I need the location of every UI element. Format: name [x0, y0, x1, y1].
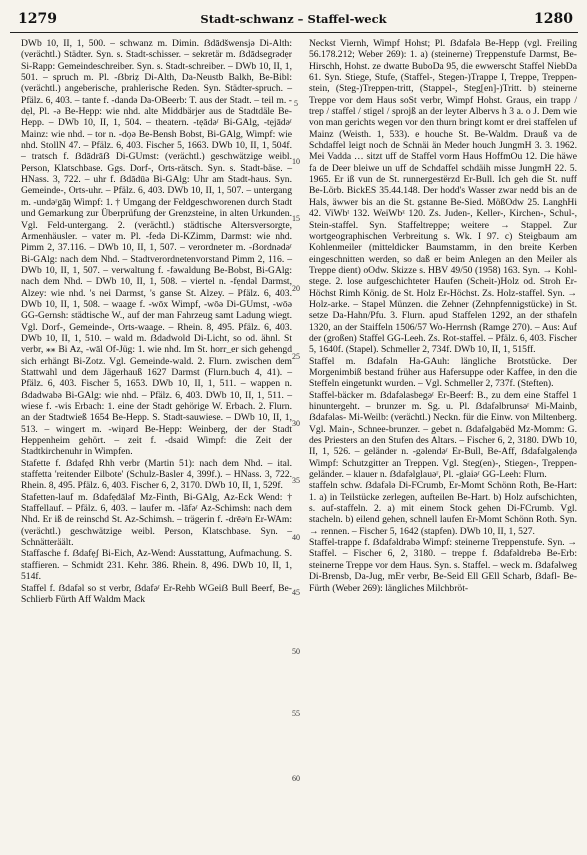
entry-staffel-m: Staffel m. ẞdafəln Ha-GAuh: längliche Brotstücke. Der Morgenimbiß bestand früher aus Hafersuppe oder Kaffee, in den die Steffeln eingetunkt wurden. – Vgl. Schmeller 2, 737f. (Steften).: [309, 355, 577, 390]
line-number: 30: [292, 419, 300, 428]
entry-staffel-start: Staffel f. ẞdafəl so st verbr, ẞdafəʳ Er-Rehb WGeiẞ Bull Beerf, Be-Schlierb Fürth Aff Waldm Mack: [21, 582, 292, 605]
line-number: 50: [292, 647, 300, 656]
line-number: 10: [292, 157, 300, 166]
entry-stadt-compounds: DWb 10, II, 1, 500. – schwanz m. Dimin. ẞdādšwensjə Di-Alth: (verächtl.) Städter. Syn. s. Stadt-schisser. – sekretär m. ẞdādsegrədẹr Si-Rapp: Gemeindeschreiber. Syn. s. Stadt-schreiber. – DWb 10, II, 1, 501. – spruch m. Pl. -ẞbriẓ Di-Alth, Da-Neustb Balkh, Be-Bibl: (verächtl.) angeberische, prahlerische Reden. Syn. Städter-spruch. – Pfälz. 6, 403. – tante f. -dandə Da-OBeerb: T. aus der Stadt. – teil m. -dẹl, Pl. -ə Be-Hepp: wie nhd. alte Middbärjer aus de Stadtdäle Be-Hepp. – DWb 10, II, 1, 504. – theatern. -tẹādəʳ Bi-GAlg, -tẹjādəʳ Mainz: wie nhd. – tor n. -dọə Be-Bensh Bobst, Bi-GAlg, Wimpf: wie nhd. StollN 47. – Pfälz. 6, 403. Fischer 5, 1663. DWb 10, II, 1, 504f. – tratsch f. ẞdādrāẞ Di-GUmst: (verächtl.) geschwätzige weibl. Person, Klatschbase. Ggs. Dorf-, Orts-rätsch. Syn. s. Stadt-bäse. – HNass. 3, 722. – uhr f. ẞdādūə Bi-GAlg: Uhr am Stadt-haus. Syn. Gemeinde-, Orts-uhr. – Pfälz. 6, 403. DWb 10, II, 1, 507. – untergang m. -undəʳgāŋ Wimpf: 1. † Umgang der Feldgeschworenen durch Stadt und Gemarkung zur Überprüfung der Grenzsteine, in alten Urkunden. Vgl. Feld-untergang. 2. (verächtl.) städtische Altersversorgte, Armenhäusler. – vater m. Pl. -fedə Di-KZimm, Darmst: wie nhd. Pimm 2, 37.116. – DWb 10, II, 1, 507. – verordneter m. -ẞordnədəʳ Bi-GAlg: nach dem Nhd. – Stadtverordnetenvorstand Pimm 2, 116. – DWb 10, II, 1, 507. – verwaltung f. -fəwaldung Be-Bobst, Bi-GAlg: nach dem Nhd. – DWb 10, II, 1, 508. – viertel n. -fẹndəl Darmst, Alzey: wie nhd. 's nei Darmst, 's ganse St. Alzey. – Pfälz. 6, 403. DWb 10, II, 1, 508. – waage f. -wōx Wimpf, -wōə Di-GUmst, -wōə GG-Gernsh: städtische W., auf der man Fahrzeug samt Ladung wiegt. Vgl. Dorf-, Gemeinde-, Orts-waage. – Rhein. 8, 495. Pfälz. 6, 403. DWb 10, II, 1, 510. – wald m. ẞdadwold Di-Licht, so od. ähnl. St verbr, ⁎⁎ Bi Az, -wāl Of-Jüg: 1. wie nhd. Im St. horr_er sich gehengd sich erhängt Bi-Zotz. Vgl. Gemeinde-wald. 2. Flurn. zwischen dem Stattwahl und dem Jägerhauß 1627 Darmst (Flurn.buch 4, 41). – Pfälz. 6, 403. Fischer 5, 1653. DWb 10, II, 1, 511. – wappen n. ẞdadwabə Bi-GAlg: wie nhd. – Pfälz. 6, 403. DWb 10, II, 1, 511. – wiese f. -wis Erbach: 1. eine der Stadt gehörige W. Erbach. 2. Flurn. an der Stadtwieß 1654 Be-Hepp. S. Stadt-sauwiese. – DWb 10, II, 1, 513. – wingert m. -wiŋərd Be-Hepp: Weinberg, der der Stadt Heppenheim gehört. – zeit f. -dsaid Wimpf: die Zeit der Stadtkirchenuhr in Wimpfen.: [21, 38, 292, 458]
entry-stafetten-lauf: Stafetten-lauf m. ẞdafẹdāləf Mz-Finth, Bi-GAlg, Az-Eck Wend: † Staffellauf. – Pfälz. 6, 403. – laufer m. -lāfəʳ Az-Schimsh: nach dem Nhd. Er iß de reinschd St. Az-Schimsh. – trägerin f. -drēəʳn Er-WAm: (verächtl.) geschwätzige weibl. Person, Klatschbase. Syn. – Schnätteräält.: [21, 491, 292, 549]
running-title: Stadt-schwanz – Staffel-weck: [200, 12, 387, 26]
line-number: 55: [292, 709, 300, 718]
right-page-number: 1280: [534, 11, 573, 27]
left-column: [21, 38, 292, 605]
entry-staffel-baecker: Staffel-bäcker m. ẞdafəlasbegəʳ Er-Beerf: B., zu dem eine Staffel 1 hinuntergeht. – brunzer m. Sg. u. Pl. ẞdafəlbrunsəʳ Mi-Mainb, ẞdafələs- Mi-Weilb: (verächtl.) Neckn. für die Einw. von Miltenberg. Vgl. Main-, Schnee-brunzer. – gebet n. ẞdafəlgəbëd Mz-Momm: G. des Priesters an den Stufen des Altars. – Fischer 6, 2, 3180. DWb 10, II, 1, 526. – geländer n. -gəlendəʳ Er-Bull, Be-Aff, ẞdafəlgəlenḍə Wimpf: Schutzgitter an Treppen. Vgl. Steg(en)-, Stiegen-, Treppen-geländer. – klauer n. ẞdafəlglauəʳ, Pl. -glaiəʳ GG-Leeh: Flurn.: [309, 389, 577, 481]
line-number: 60: [292, 774, 300, 783]
running-header: [0, 8, 587, 30]
entry-staffeln: staffeln schw. ẞdafələ Di-FCrumb, Er-Momt Schönn Roth, Be-Hart: 1. a) in Teilstücke zerlegen, aufteilen Be-Hart. b) Holz aufschichten, s. auf-staffeln. 2. a) mit einem Stock gehen Di-FCrumb. Vgl. stacheln. b) eilend gehen, schnell laufen Er-Momt Schönn Roth. Syn. → rennen. – Fischer 5, 1642 (stapfen). DWb 10, II, 1, 527.: [309, 480, 577, 537]
line-number: 45: [292, 588, 300, 597]
line-number: 15: [292, 214, 300, 223]
line-number: 35: [292, 476, 300, 485]
line-number: 40: [292, 533, 300, 542]
line-number: 5: [294, 99, 298, 108]
entry-staffasche: Staffasche f. ẞdafẹʃ Bi-Eich, Az-Wend: Ausstattung, Aufmachung. S. staffieren. – Schmidt 231. Kehr. 386. Rhein. 8, 496. DWb 10, II, 1, 514f.: [21, 548, 292, 583]
header-rule: [10, 32, 578, 33]
entry-staffel-trappe: Staffel-trappe f. ẞdafəldrabə Wimpf: steinerne Treppenstufe. Syn. → Staffel. – Fischer 6, 2, 3180. – treppe f. ẞdafəldrebə Be-Erb: steinerne Treppe vor dem Haus. Syn. s. Staffel. – weck m. ẞdafəlweg Di-Brensb, Da-Jug, mEr verbr, Be-Seid Ell GEll Scharb, ẞdafl- Be-Fürth (Weber 269): längliches Milchbröt-: [309, 537, 577, 594]
right-column: [309, 38, 577, 594]
line-number: 20: [292, 284, 300, 293]
line-number: 25: [292, 352, 300, 361]
left-page-number: 1279: [18, 11, 57, 27]
entry-staffel-f: Neckst Viernh, Wimpf Hohst; Pl. ẞdafələ Be-Hepp (vgl. Freiling 56.178.212; Weber 269): 1. a) (steinerne) Treppenstufe Darmst, Be-Hirschh, Hohst. ze dwatte BuboDa 95, die ewwerscht Staffel NiebDa 61. Syn. Stiege, Stufe, (Staffel-, Stegen-)Trappe I, Treppe, Treppen-stein, (Steg-)Treppen-tritt, (Stappel-, Steg[en]-)Tritt. b) steinerne Treppe vor dem Haus soSt verbr, Wimpf Hohst. Graus, ein trapp / trep / staffel / stigel / sprojß an der leyter Albervs h 3 a. o J. Dem wie von man gerichts wegen vor den thurn bringt komt er drei staffelen uf Mainz (Weisth. 1, 533). e houche St. Be-Waldm. Drauß va de Schdaffel leigt noch de Schnäi än Meder houch JungmH 3. 3. 1962. Mei Vadda … sitzt uff de Staffel vorm Haus HoffmOu 12. Die häwe fa de Deer bleiwe un uff de Schdaffel schdäih misse JungmH 22. 5. 1965. Er iß vun de St. runnergestërzd Er-Bull. Ich geh die St. nuff Be-Lörb. BickES 35.44.148. Der hodd's Wasser zwar nedd bis an de Hals, äwwer bis an die St. gstanne Be-Sied. MößOdw 25. LanghHi 42. ViWbᵗ 132. WeiWbᶻ 120. Zs. Juden-, Keller-, Kirchen-, Schul-, Stein-staffel. Syn. Staffeltreppe; weitere → Stappel. Zur wortgeographischen Verbreitung s. Wk. I 97. c) Steigbaum am Kohlenmeiler (mitteldicker Baumstamm, in den breite Kerben eingeschnitten werden, so daß er beim Anlegen an den Meiler als Treppe dient) oOdw. Skizze s. HBV 49/50 (1958) 163. Syn. → Kohl-stege. 2. lose aufgeschichteter Haufen (Scheit-)Holz od. Stroh Er-Höchst Rimh König. de St. Holz Er-Höchst. Zs. Holz-staffel. Syn. → Holz-arke. – Stapel Münzen. die Zehner (Zehnpfennigstücke) in St. setze Da-Hahn/Pfu. 3. Flurn. apud Staffelen 1292, an der sthafeln 1320, an der Staiffeln 1506/57 Wo-Herrnsh (Ramge 270). – Aus: Auf der (großen) Staffel GG-Leeh. Zs. Rot-staffel. – Pfälz. 6, 403. Fischer 5, 1640f. (Stapel). Schmeller 2, 734f. DWb 10, II, 1, 515ff.: [309, 38, 577, 356]
entry-stafette: Stafette f. ẞdafẹd Rhh verbr (Martin 51): nach dem Nhd. – ital. staffetta 'reitender Eilbote' (Schulz-Basler 4, 399f.). – HNass. 3, 722. Rhein. 8, 495. Pfälz. 6, 403. Fischer 6, 2, 3170. DWb 10, II, 1, 529f.: [21, 457, 292, 492]
